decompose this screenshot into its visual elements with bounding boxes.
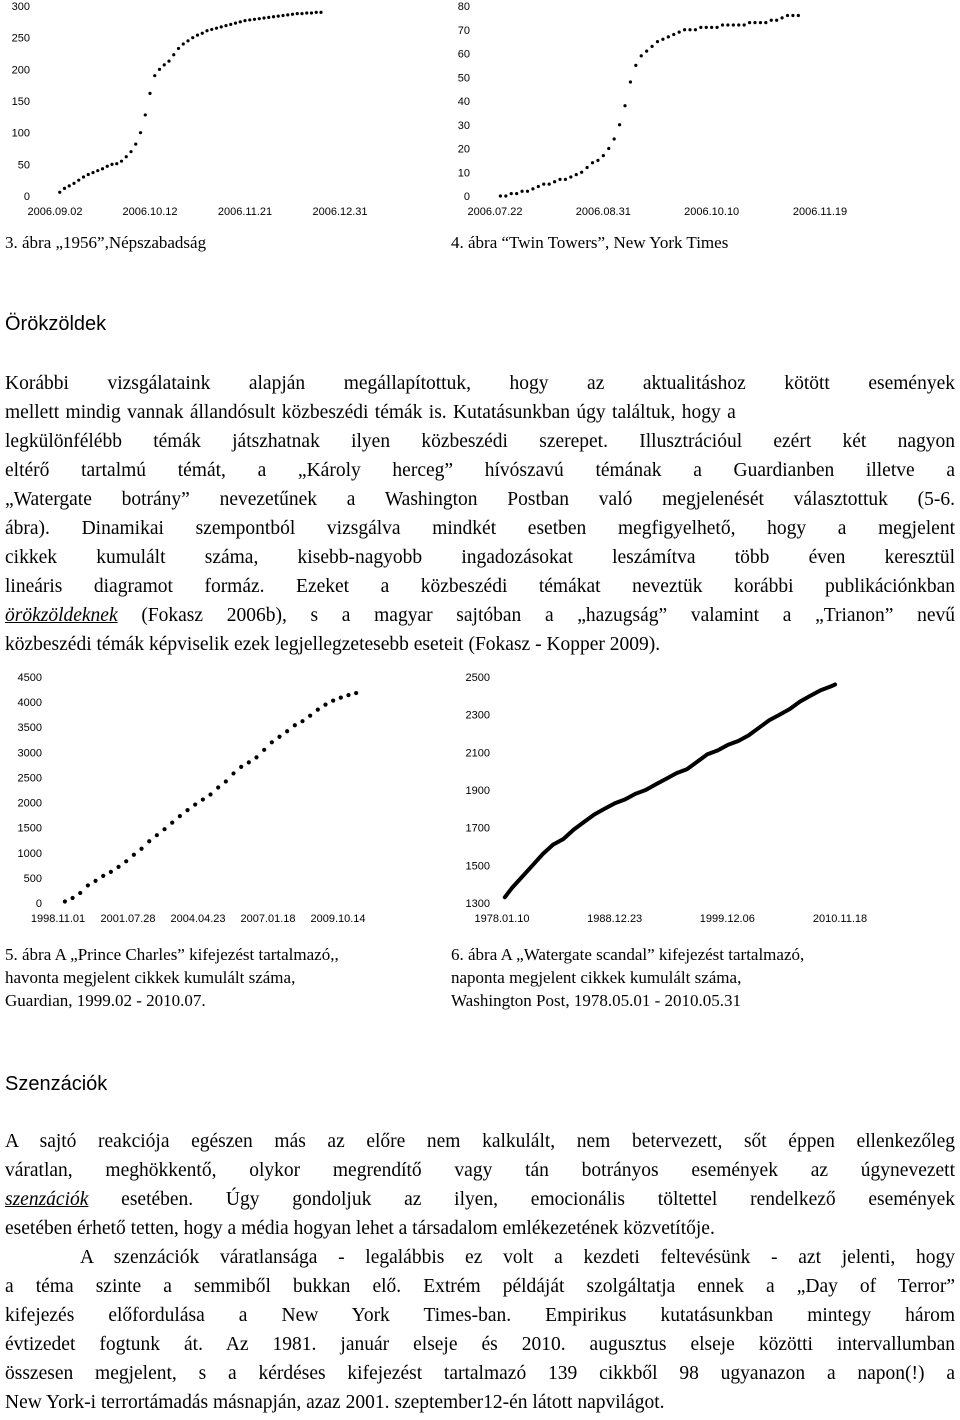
data-point [91,171,94,174]
data-point [86,883,90,887]
data-point [531,187,534,190]
data-point [262,748,266,752]
data-point [286,13,289,16]
data-point [153,74,156,77]
paragraph-szenzaciok [5,1127,955,1417]
caption-fig3 [5,231,206,254]
data-point [310,11,313,14]
x-tick-label: 2006.07.22 [467,206,523,218]
caption-line: Guardian, 1999.02 - 2010.07. [5,991,206,1010]
data-point [106,165,109,168]
data-point [499,194,502,197]
text-line: váratlan, meghökkentő, olykor megrendítő vagy tán botrányos események az úgynevezett [5,1160,955,1181]
y-tick-label: 100 [11,127,30,140]
data-point [510,192,513,195]
data-point [607,147,610,150]
y-tick-label: 30 [457,119,470,132]
data-point [253,18,256,21]
data-point [504,194,507,197]
data-point [110,163,113,166]
data-point [569,175,572,178]
data-point [124,859,128,863]
data-point [667,35,670,38]
data-point [191,36,194,39]
data-point [331,699,335,703]
text-line: a téma szinte a semmiből bukkan elő. Extrém példáját szolgáltatja ennek a „Day of Terror” [5,1276,955,1297]
data-point [537,185,540,188]
text-line: New York-i terrortámadás másnapján, azaz 2001. szeptember12-én látott napvilágot. [5,1392,665,1413]
data-point [354,691,358,695]
data-point [694,28,697,31]
y-tick-label: 4000 [17,697,42,710]
data-point [575,173,578,176]
y-tick-label: 1700 [465,822,490,835]
data-point [281,14,284,17]
data-point [115,162,118,165]
data-point [737,23,740,26]
data-point [780,16,783,19]
data-point [688,28,691,31]
data-point [229,23,232,26]
data-point [634,64,637,67]
y-tick-label: 60 [457,48,470,61]
data-point [678,31,681,34]
y-tick-label: 80 [457,1,470,13]
data-point [645,50,648,53]
data-point [323,703,327,707]
data-point [748,21,751,24]
y-tick-label: 20 [457,143,470,156]
y-tick-label: 40 [457,96,470,108]
data-point [196,34,199,37]
x-tick-label: 1978.01.10 [474,913,530,925]
caption-line: 5. ábra A „Prince Charles” kifejezést tartalmazó,, [5,945,339,964]
data-point [243,19,246,22]
text-segment: esetében. Úgy gondoljuk az ilyen, emocionális töltettel rendelkező események [121,1189,955,1210]
data-point [78,891,82,895]
data-point [139,131,142,134]
chart-fig4 [440,0,860,228]
data-point [70,896,74,900]
data-point [68,184,71,187]
x-tick-label: 2006.11.21 [217,206,273,218]
x-tick-label: 2006.10.10 [684,206,740,218]
x-tick-label: 1998.11.01 [30,913,86,925]
data-point [239,765,243,769]
data-point [786,14,789,17]
data-point [753,21,756,24]
y-tick-label: 1500 [17,822,42,835]
data-point [234,22,237,25]
data-point [262,16,265,19]
text-line: legkülönfélébb témák játszhatnak ilyen közbeszédi szerepet. Illusztrációul ezért két nagyon [5,431,955,452]
data-point [93,879,97,883]
data-point [267,16,270,19]
caption-fig4 [451,231,728,254]
caption-fig3-text: 3. ábra „1956”,Népszabadság [5,233,207,252]
data-point [526,190,529,193]
data-point [316,708,320,712]
data-point [293,723,297,727]
text-line: kifejezés előfordulása a New York Times-ban. Empirikus kutatásunkban mintegy három [5,1305,955,1326]
x-tick-label: 2004.04.23 [170,913,226,925]
data-point [186,39,189,42]
text-line: A szenzációk váratlansága - legalábbis ez volt a kezdeti feltevésünk - azt jelenti, hogy [80,1247,955,1268]
data-point [63,899,67,903]
data-point [224,24,227,27]
data-point [247,760,251,764]
data-point [216,785,220,789]
data-point [272,15,275,18]
y-tick-label: 500 [23,872,42,885]
data-point [775,19,778,22]
y-tick-label: 4500 [17,672,42,684]
data-point [300,12,303,15]
data-point [764,21,767,24]
data-point [672,33,675,36]
data-point [319,11,322,14]
text-line: Korábbi vizsgálataink alapján megállapítottuk, hogy az aktualitáshoz kötött események [5,373,955,394]
data-point [109,870,113,874]
data-point [208,792,212,796]
data-point [726,23,729,26]
data-point [596,159,599,162]
text-line [5,601,955,630]
data-point [148,92,151,95]
x-tick-label: 2009.10.14 [310,913,366,925]
y-tick-label: 150 [11,96,30,108]
data-point [172,53,175,56]
x-tick-label: 2006.11.19 [792,206,848,218]
data-point [254,755,258,759]
data-point [618,123,621,126]
data-point [182,42,185,45]
caption-line: havonta megjelent cikkek kumulált száma, [5,968,296,987]
data-point [656,40,659,43]
y-tick-label: 70 [457,24,470,37]
y-tick-label: 1900 [465,785,490,797]
text-segment: (Fokasz 2006b), s a magyar sajtóban a „hazugság” valamint a „Trianon” nevű [141,605,955,626]
data-point [125,155,128,158]
data-point [602,154,605,157]
data-point [87,173,90,176]
chart-fig5 [0,665,420,935]
data-point [308,714,312,718]
y-tick-label: 1500 [465,860,490,873]
data-point [210,28,213,31]
x-tick-label: 2006.08.31 [575,206,631,218]
data-point [162,827,166,831]
text-line: ábra). Dinamikai szempontból vizsgálva mindkét esetben megfigyelhető, hogy a megjelent [5,518,955,539]
section-heading-orokzoldek: Örökzöldek [5,313,107,335]
data-point [134,142,137,145]
y-tick-label: 200 [11,64,30,77]
text-line: „Watergate botrány” nevezetűnek a Washington Postban való megjelenését választottuk (5-6. [5,489,955,510]
y-tick-label: 250 [11,32,30,45]
data-point [201,797,205,801]
data-point [178,814,182,818]
data-point [339,695,343,699]
data-point [791,14,794,17]
caption-fig4-text: 4. ábra “Twin Towers”, New York Times [451,233,729,252]
data-point [553,180,556,183]
data-point [101,874,105,878]
y-tick-label: 3000 [17,747,42,760]
data-point [277,735,281,739]
x-tick-label: 1988.12.23 [587,913,643,925]
chart-fig5-svg [0,665,420,935]
caption-line: 6. ábra A „Watergate scandal” kifejezést tartalmazó, [451,945,805,964]
caption-line: Washington Post, 1978.05.01 - 2010.05.31 [451,991,741,1010]
text-line: lineáris diagramot formáz. Ezeket a közbeszédi témákat neveztük korábbi publikációnkban [5,576,955,597]
data-point [305,11,308,14]
chart-fig3-svg [0,0,400,228]
y-tick-label: 2000 [17,797,42,810]
text-line: esetében érhető tetten, hogy a média hogyan lehet a társadalom emlékezetének közvetítője. [5,1218,715,1239]
y-tick-label: 0 [35,898,42,910]
y-tick-label: 1000 [17,847,42,860]
data-point [139,847,143,851]
data-point [770,19,773,22]
data-point [116,865,120,869]
data-point [77,179,80,182]
data-point [613,137,616,140]
data-point [683,28,686,31]
y-tick-label: 2500 [465,672,490,684]
data-point [205,29,208,32]
data-point [732,23,735,26]
caption-line: naponta megjelent cikkek kumulált száma, [451,968,742,987]
chart-fig6-svg [440,665,900,935]
y-tick-label: 3500 [17,722,42,735]
caption-fig6 [451,943,804,1012]
data-point [564,178,567,181]
text-line: összesen megjelent, s a kérdéses kifejezést tartalmazó 139 cikkből 98 ugyanazon a napon(!) a [5,1363,955,1384]
data-point [300,719,304,723]
data-point [215,27,218,30]
data-point [201,32,204,35]
x-tick-label: 2006.10.12 [122,206,178,218]
y-tick-label: 0 [463,191,470,203]
y-tick-label: 50 [457,72,470,85]
term-szenzaciok: szenzációk [5,1189,89,1210]
text-line: cikkek kumulált száma, kisebb-nagyobb ingadozásokat leszámítva több éven keresztül [5,547,955,568]
data-point [721,23,724,26]
data-point [155,833,159,837]
data-point [277,15,280,18]
chart-fig6 [440,665,900,935]
text-line: mellett mindig vannak állandósult közbeszédi témák is. Kutatásunkban úgy találtuk, hogy a [5,402,736,423]
data-point [548,183,551,186]
data-point [542,183,545,186]
y-tick-label: 300 [11,1,30,13]
data-point [650,45,653,48]
section-heading-szenzaciok: Szenzációk [5,1073,108,1095]
data-point [158,68,161,71]
x-tick-label: 2010.11.18 [812,913,868,925]
data-point [58,191,61,194]
data-point [167,60,170,63]
data-point [163,63,166,66]
data-point [224,779,228,783]
data-point [661,38,664,41]
data-point [580,171,583,174]
data-point [170,821,174,825]
data-point [258,17,261,20]
x-tick-label: 2007.01.18 [240,913,296,925]
caption-fig5 [5,943,339,1012]
data-point [520,190,523,193]
data-point [515,192,518,195]
data-point [144,113,147,116]
data-point [743,23,746,26]
x-tick-label: 2006.12.31 [312,206,368,218]
data-point [248,18,251,21]
data-point [129,150,132,153]
data-point [759,21,762,24]
data-point [315,11,318,14]
data-point [72,182,75,185]
y-tick-label: 2100 [465,747,490,760]
text-line: évtizedet fogtunk át. Az 1981. január elseje és 2010. augusztus elseje közötti intervallumban [5,1334,955,1355]
y-tick-label: 50 [17,159,30,172]
data-point [96,169,99,172]
data-point [132,853,136,857]
data-point [296,12,299,15]
text-line: eltérő tartalmú témát, a „Károly herceg” hívószavú témának a Guardianben illetve a [5,460,955,481]
data-point [120,160,123,163]
data-point [231,771,235,775]
text-line [5,1185,955,1214]
x-tick-label: 2001.07.28 [100,913,156,925]
data-point [147,839,151,843]
data-point [797,14,800,17]
y-tick-label: 2500 [17,772,42,785]
y-tick-label: 2300 [465,709,490,722]
data-point [705,26,708,29]
data-point [185,808,189,812]
text-line: A sajtó reakciója egészen más az előre nem kalkulált, nem betervezett, sőt éppen ellenkezőleg [5,1131,955,1152]
data-point [710,26,713,29]
data-point [193,802,197,806]
x-tick-label: 2006.09.02 [27,206,83,218]
data-point [101,167,104,170]
data-point [640,54,643,57]
data-point [177,47,180,50]
term-orokzoldeknek: örökzöldeknek [5,605,118,626]
series-line [505,685,835,898]
text-line: közbeszédi témák képviselik ezek legjellegzetesebb eseteit (Fokasz - Kopper 2009). [5,634,661,655]
chart-fig3 [0,0,400,228]
data-point [291,13,294,16]
data-point [285,729,289,733]
data-point [629,80,632,83]
data-point [715,26,718,29]
y-tick-label: 1300 [465,898,490,910]
data-point [82,175,85,178]
data-point [346,693,350,697]
data-point [558,178,561,181]
y-tick-label: 10 [457,167,470,180]
data-point [63,187,66,190]
chart-fig4-svg [440,0,860,228]
paragraph-orokzoldek [5,369,955,659]
data-point [220,25,223,28]
data-point [591,161,594,164]
data-point [585,166,588,169]
data-point [270,740,274,744]
x-tick-label: 1999.12.06 [699,913,755,925]
y-tick-label: 0 [23,191,30,203]
data-point [239,20,242,23]
data-point [699,26,702,29]
data-point [623,104,626,107]
